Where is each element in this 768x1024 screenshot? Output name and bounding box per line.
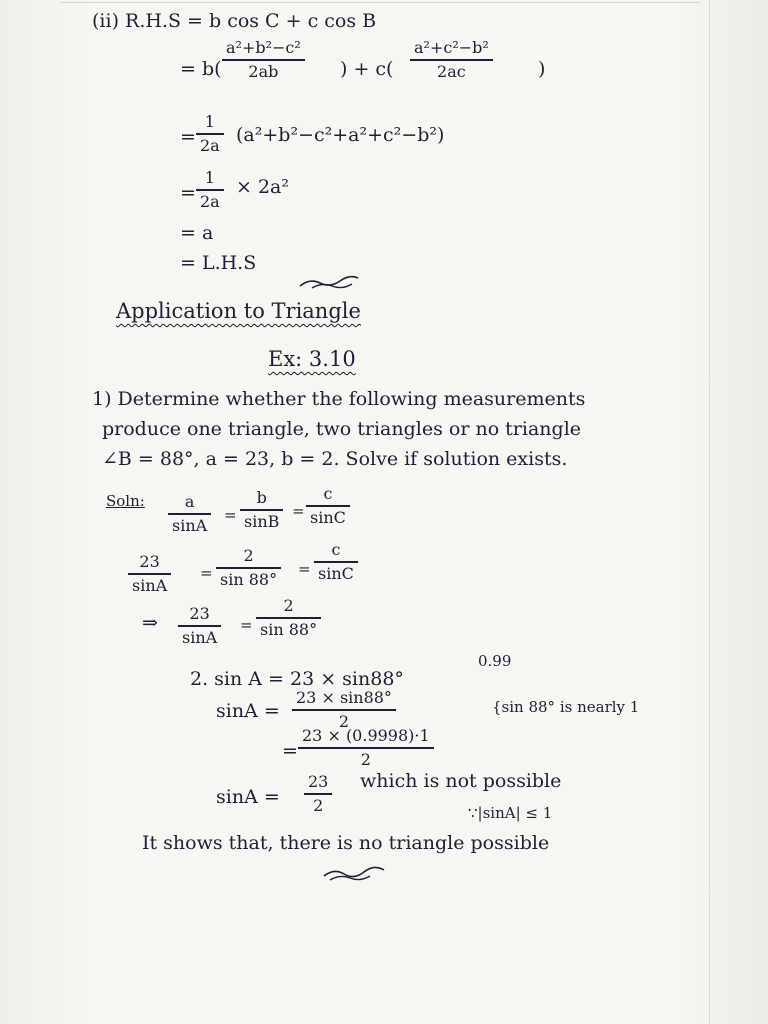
fraction-denominator: 2ab bbox=[248, 61, 279, 81]
fraction-denominator: sinA bbox=[132, 575, 168, 595]
reduced-fraction-1 bbox=[178, 604, 221, 648]
fraction-numerator: a²+c²−b² bbox=[414, 38, 489, 57]
fraction-denominator: sin 88° bbox=[220, 569, 278, 589]
fraction-denominator: 2 bbox=[313, 795, 324, 815]
fraction-bar bbox=[240, 509, 283, 511]
substituted-fraction-1 bbox=[128, 552, 171, 596]
fraction-numerator: 2 bbox=[283, 596, 294, 615]
question-line-2: produce one triangle, two triangles or no triangle bbox=[102, 418, 582, 440]
side-note: {sin 88° is nearly 1 bbox=[492, 698, 640, 716]
substituted-fraction-3 bbox=[314, 540, 358, 584]
fraction-numerator: 23 × (0.9998)·1 bbox=[302, 726, 430, 745]
fraction-denominator: sinA bbox=[172, 515, 208, 535]
fraction-denominator: 2 bbox=[338, 711, 350, 731]
fraction-bar bbox=[168, 513, 211, 515]
margin-line bbox=[709, 0, 710, 1024]
sinA-fraction-2 bbox=[298, 726, 434, 770]
sinA-fraction-1 bbox=[292, 688, 396, 732]
fraction-numerator: 23 bbox=[139, 552, 160, 571]
section-heading: Application to Triangle bbox=[116, 299, 361, 323]
fraction-bar bbox=[128, 573, 171, 575]
fraction-denominator: 2a bbox=[200, 135, 220, 155]
fraction-denominator: 2a bbox=[200, 191, 220, 211]
equals-sign: = bbox=[298, 560, 311, 578]
approximate-value-note: 0.99 bbox=[478, 652, 512, 670]
sinA-eq-2: = bbox=[282, 740, 298, 762]
fraction-bar bbox=[196, 189, 224, 191]
fraction-bar bbox=[306, 505, 350, 507]
sine-rule-fraction-2 bbox=[240, 488, 283, 532]
fraction-bar bbox=[196, 133, 224, 135]
fraction-numerator: c bbox=[331, 540, 341, 559]
underline-squiggle-2 bbox=[322, 864, 386, 882]
proof-line-4-fraction bbox=[196, 168, 224, 212]
fraction-bar bbox=[314, 561, 358, 563]
fraction-numerator: 23 bbox=[189, 604, 210, 623]
reduced-fraction-2 bbox=[256, 596, 321, 640]
equals-sign: = bbox=[240, 616, 253, 634]
fraction-numerator: a²+b²−c² bbox=[226, 38, 301, 57]
underline-squiggle-1 bbox=[298, 272, 360, 290]
fraction-denominator: sinA bbox=[182, 627, 218, 647]
proof-line-4-rest: × 2a² bbox=[236, 176, 289, 198]
fraction-bar bbox=[304, 793, 332, 795]
fraction-bar bbox=[298, 747, 434, 749]
exercise-number: Ex: 3.10 bbox=[268, 347, 356, 371]
fraction-bar bbox=[216, 567, 281, 569]
question-line-1: 1) Determine whether the following measurements bbox=[92, 388, 586, 410]
fraction-denominator: sinB bbox=[244, 511, 280, 531]
equals-sign: = bbox=[200, 564, 213, 582]
fraction-bar bbox=[256, 617, 321, 619]
equals-sign: = bbox=[224, 506, 237, 524]
fraction-bar bbox=[410, 59, 493, 61]
fraction-numerator: 2 bbox=[243, 546, 254, 565]
sinA-lhs-1: sinA = bbox=[216, 700, 280, 722]
cross-multiplied-line: 2. sin A = 23 × sin88° bbox=[190, 668, 404, 690]
sinA-lhs-3: sinA = bbox=[216, 786, 280, 808]
fraction-denominator: sinC bbox=[318, 563, 354, 583]
top-rule bbox=[60, 2, 700, 3]
proof-line-2-fraction-1 bbox=[222, 38, 305, 82]
implies-arrow: ⇒ bbox=[142, 612, 158, 634]
impossibility-reason: ∵|sinA| ≤ 1 bbox=[468, 804, 553, 822]
question-line-3: ∠B = 88°, a = 23, b = 2. Solve if solution exists. bbox=[102, 448, 568, 470]
sine-rule-fraction-1 bbox=[168, 492, 211, 536]
equals-sign: = bbox=[292, 502, 305, 520]
fraction-numerator: 23 × sin88° bbox=[296, 688, 392, 707]
fraction-numerator: 23 bbox=[308, 772, 329, 791]
conclusion: It shows that, there is no triangle possible bbox=[142, 832, 550, 854]
fraction-denominator: 2ac bbox=[437, 61, 466, 81]
proof-line-1: (ii) R.H.S = b cos C + c cos B bbox=[92, 10, 377, 32]
fraction-numerator: b bbox=[256, 488, 267, 507]
fraction-bar bbox=[292, 709, 396, 711]
proof-line-4-eq: = bbox=[180, 182, 196, 204]
fraction-denominator: 2 bbox=[360, 749, 371, 769]
solution-label: Soln: bbox=[106, 492, 145, 510]
proof-line-3-eq: = bbox=[180, 126, 196, 148]
proof-line-2-suffix: ) bbox=[538, 58, 546, 80]
fraction-bar bbox=[178, 625, 221, 627]
proof-line-2-prefix: = b( bbox=[180, 58, 222, 80]
fraction-numerator: 1 bbox=[204, 168, 215, 187]
sinA-fraction-3 bbox=[304, 772, 332, 816]
proof-line-5: = a bbox=[180, 222, 214, 244]
fraction-numerator: c bbox=[323, 484, 333, 503]
fraction-denominator: sin 88° bbox=[260, 619, 318, 639]
fraction-denominator: sinC bbox=[310, 507, 346, 527]
proof-line-2-fraction-2 bbox=[410, 38, 493, 82]
fraction-numerator: a bbox=[184, 492, 195, 511]
proof-line-6: = L.H.S bbox=[180, 252, 257, 274]
fraction-bar bbox=[222, 59, 305, 61]
impossibility-statement: which is not possible bbox=[360, 770, 562, 792]
sine-rule-fraction-3 bbox=[306, 484, 350, 528]
fraction-numerator: 1 bbox=[204, 112, 215, 131]
proof-line-3-fraction bbox=[196, 112, 224, 156]
proof-line-2-mid: ) + c( bbox=[340, 58, 394, 80]
proof-line-3-rest: (a²+b²−c²+a²+c²−b²) bbox=[236, 124, 445, 146]
substituted-fraction-2 bbox=[216, 546, 281, 590]
